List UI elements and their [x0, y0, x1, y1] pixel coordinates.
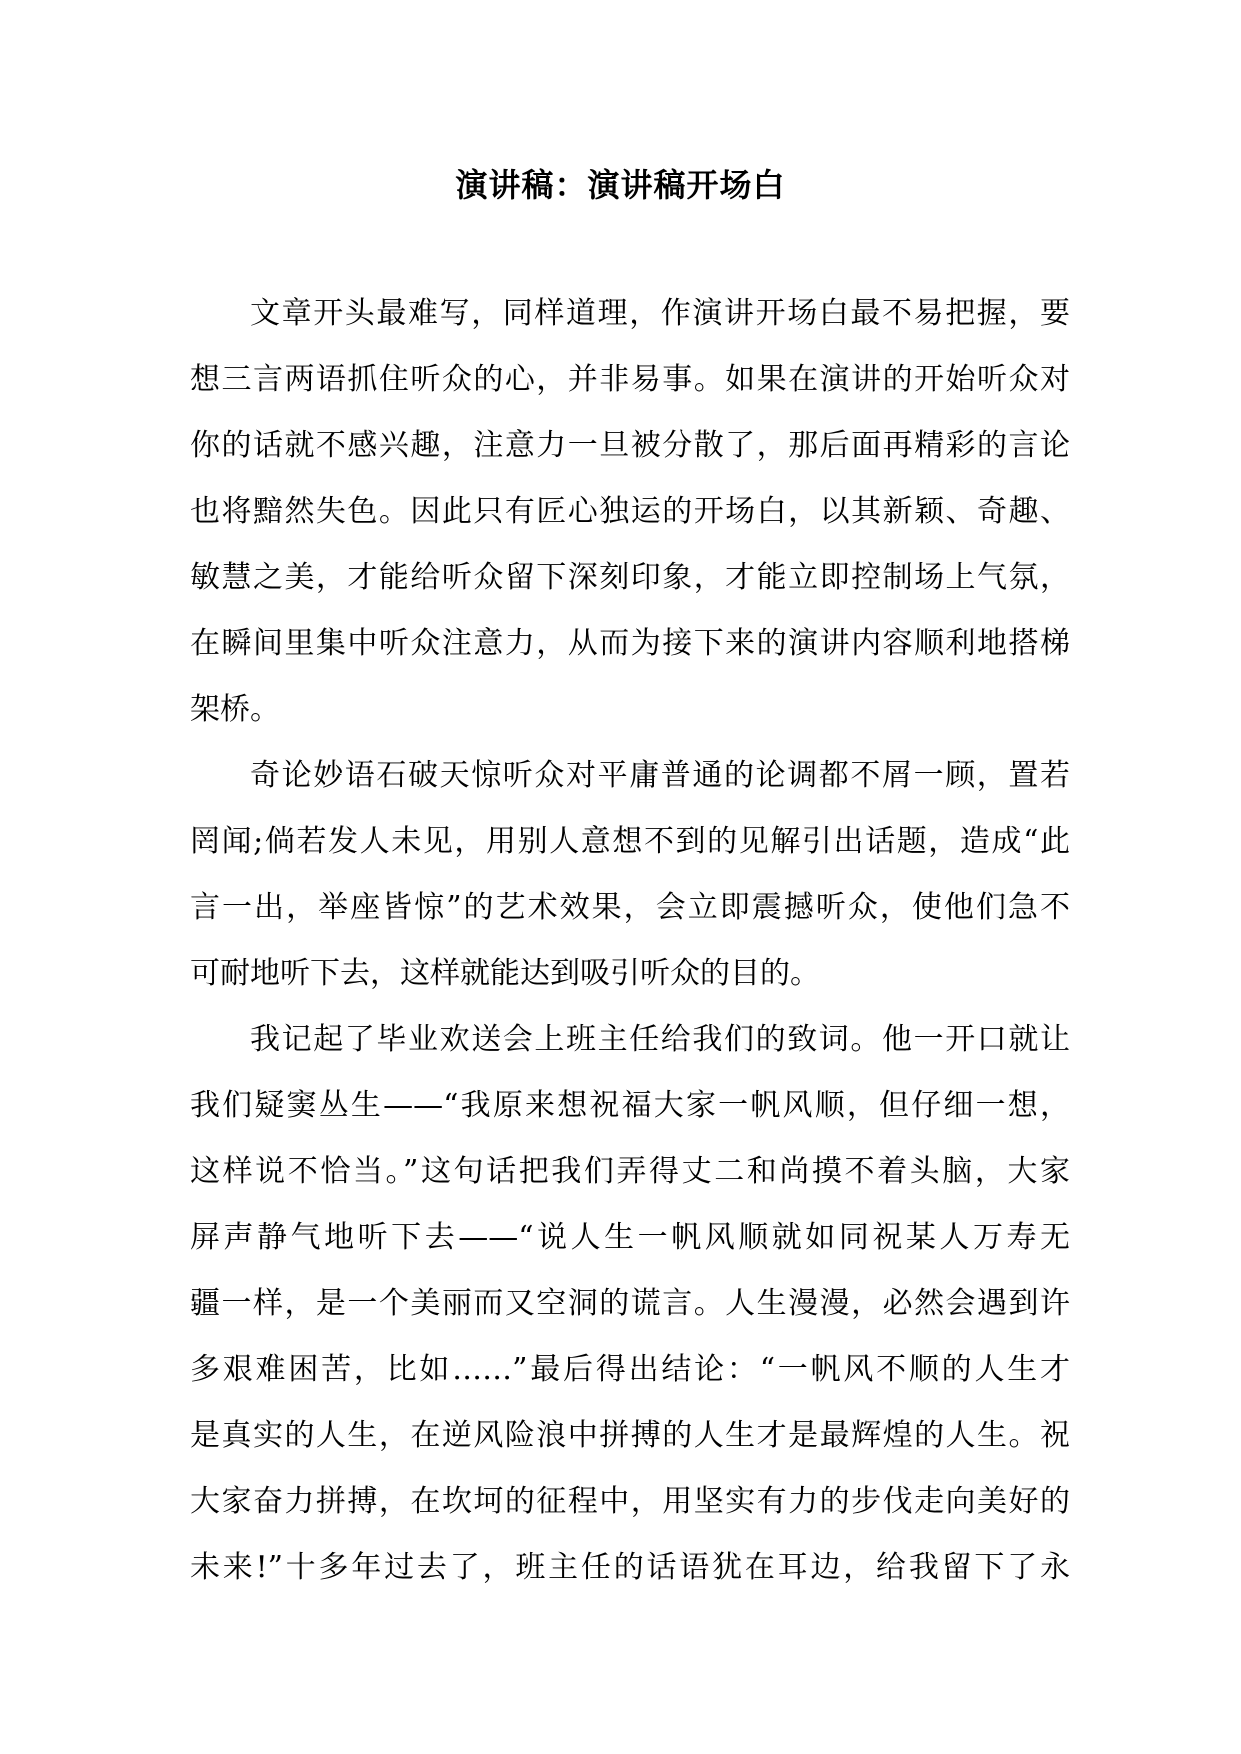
paragraph	[190, 1018, 1070, 1612]
paragraph	[190, 754, 1070, 1018]
paragraph-line: 未来!”十多年过去了，班主任的话语犹在耳边，给我留下了永	[190, 1550, 1070, 1585]
paragraph-line: 在瞬间里集中听众注意力，从而为接下来的演讲内容顺利地搭梯	[190, 626, 1070, 661]
paragraph-line: 架桥。	[190, 692, 280, 727]
paragraph-line: 言一出，举座皆惊”的艺术效果，会立即震撼听众，使他们急不	[190, 890, 1070, 925]
paragraph-line: 多艰难困苦，比如……”最后得出结论：“一帆风不顺的人生才	[190, 1352, 1070, 1387]
paragraph-line: 敏慧之美，才能给听众留下深刻印象，才能立即控制场上气氛，	[190, 560, 1070, 595]
paragraph-line: 这样说不恰当。”这句话把我们弄得丈二和尚摸不着头脑，大家	[190, 1154, 1070, 1189]
paragraph-line: 我们疑窦丛生——“我原来想祝福大家一帆风顺，但仔细一想，	[190, 1088, 1070, 1123]
paragraph-line: 大家奋力拼搏，在坎坷的征程中，用坚实有力的步伐走向美好的	[190, 1484, 1070, 1519]
paragraph-line: 是真实的人生，在逆风险浪中拼搏的人生才是最辉煌的人生。祝	[190, 1418, 1070, 1453]
document-body	[190, 292, 1070, 1612]
paragraph-line: 疆一样，是一个美丽而又空洞的谎言。人生漫漫，必然会遇到许	[190, 1286, 1070, 1321]
document-title: 演讲稿：演讲稿开场白	[455, 166, 786, 204]
paragraph-line: 你的话就不感兴趣，注意力一旦被分散了，那后面再精彩的言论	[190, 428, 1070, 463]
paragraph-line: 可耐地听下去，这样就能达到吸引听众的目的。	[190, 956, 820, 991]
paragraph-line: 我记起了毕业欢送会上班主任给我们的致词。他一开口就让	[250, 1022, 1070, 1057]
paragraph-line: 屏声静气地听下去——“说人生一帆风顺就如同祝某人万寿无	[190, 1220, 1070, 1255]
paragraph-line: 罔闻;倘若发人未见，用别人意想不到的见解引出话题，造成“此	[190, 824, 1070, 859]
paragraph-line: 也将黯然失色。因此只有匠心独运的开场白，以其新颖、奇趣、	[190, 494, 1070, 529]
paragraph-line: 奇论妙语石破天惊听众对平庸普通的论调都不屑一顾，置若	[250, 758, 1070, 793]
paragraph-line: 想三言两语抓住听众的心，并非易事。如果在演讲的开始听众对	[190, 362, 1070, 397]
paragraph	[190, 292, 1070, 754]
paragraph-line: 文章开头最难写，同样道理，作演讲开场白最不易把握，要	[250, 296, 1070, 331]
